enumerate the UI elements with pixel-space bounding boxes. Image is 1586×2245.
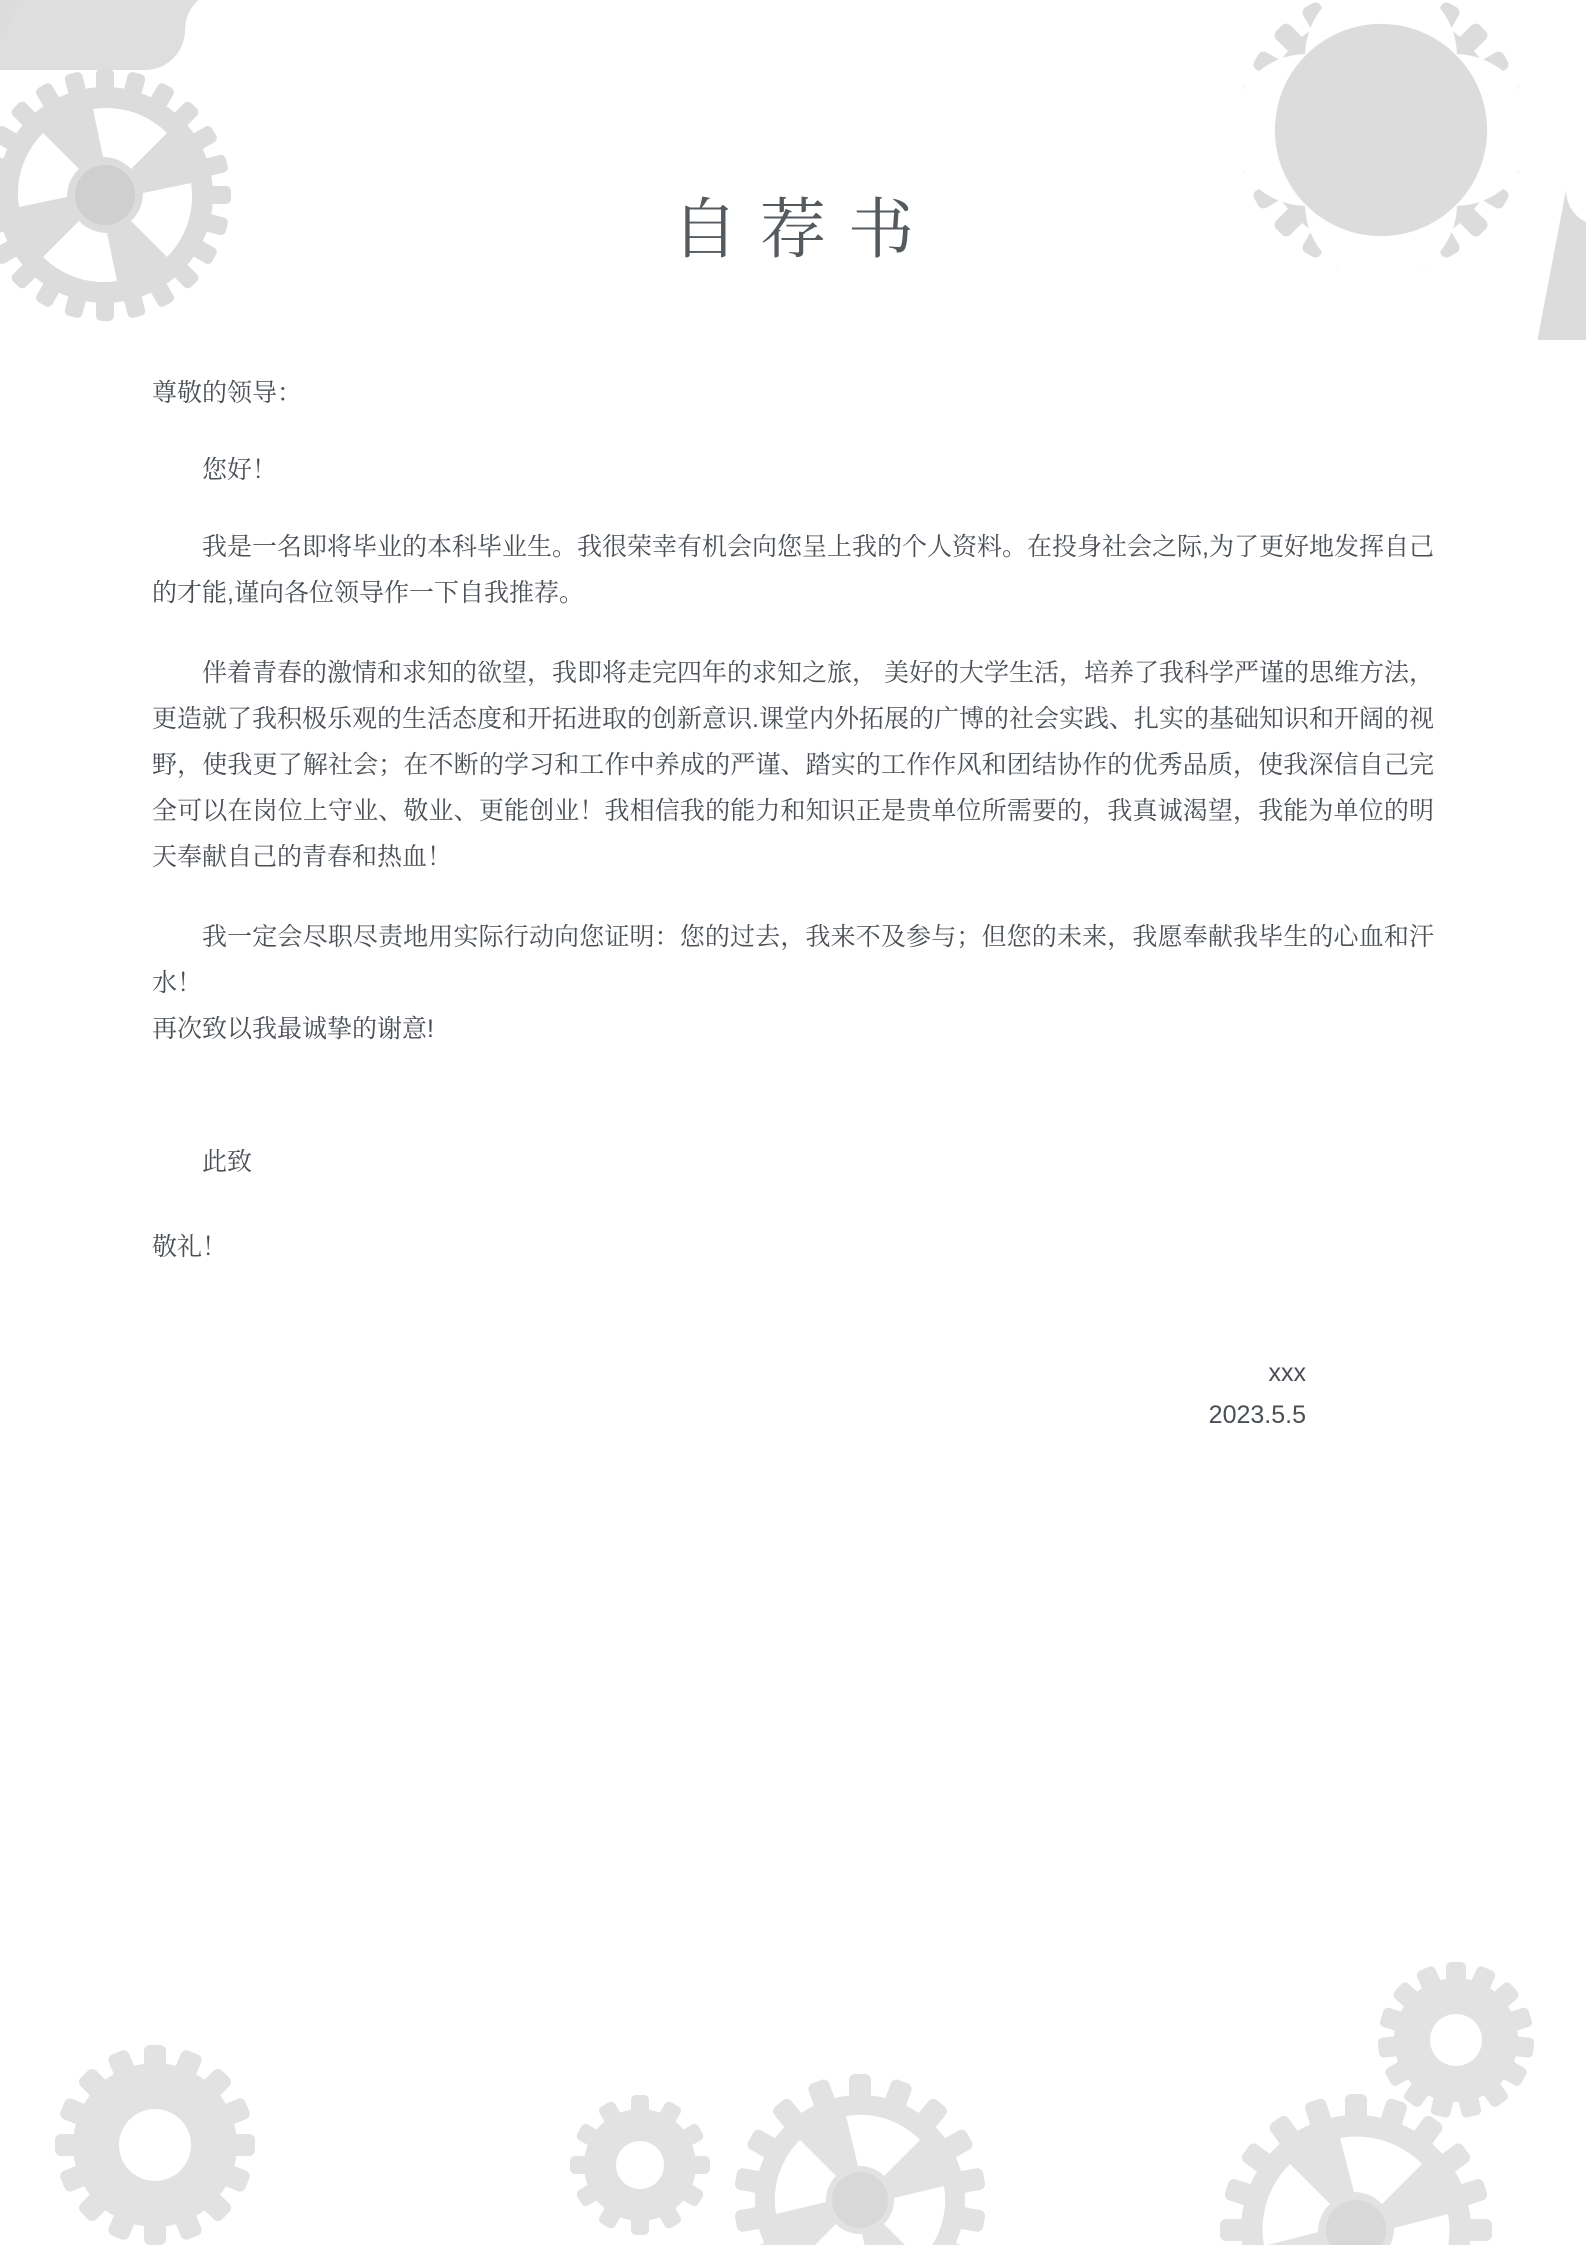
- closing-jingli: 敬礼！: [152, 1233, 228, 1262]
- gear-cluster-bottom-left: [20, 2000, 350, 2245]
- gear-cluster-bottom-center: [560, 1995, 1040, 2245]
- signature-date: 2023.5.5: [1208, 1401, 1306, 1430]
- body-paragraph-1: 我是一名即将毕业的本科毕业生。我很荣幸有机会向您呈上我的个人资料。在投身社会之际,为了更好地发挥自己的才能,谨向各位领导作一下自我推荐。: [152, 532, 1434, 607]
- gear-cluster-bottom-right: [1146, 1940, 1566, 2245]
- signature-name: xxx: [1268, 1358, 1306, 1387]
- body-paragraph-3: 我一定会尽职尽责地用实际行动向您证明：您的过去，我来不及参与；但您的未来，我愿奉献我毕生的心血和汗水！: [152, 922, 1434, 997]
- closing-cizhi: 此致: [202, 1147, 253, 1176]
- page-title: 自荐书: [672, 194, 936, 267]
- signature-block: [152, 1267, 1434, 1437]
- body-paragraph-2: 伴着青春的激情和求知的欲望，我即将走完四年的求知之旅， 美好的大学生活，培养了我科学严谨的思维方法，更造就了我积极乐观的生活态度和开拓进取的创新意识.课堂内外拓展的广博的社会实践、扎实的基础知识和开阔的视野，使我更了解社会；在不断的学习和工作中养成的严谨、踏实的工作作风和团结协作的优秀品质，使我深信自己完全可以在岗位上守业、敬业、更能创业！我相信我的能力和知识正是贵单位所需要的，我真诚渴望，我能为单位的明天奉献自己的青春和热血！: [152, 658, 1434, 871]
- greeting: 您好！: [202, 456, 278, 485]
- thanks-line: 再次致以我最诚挚的谢意!: [152, 1014, 434, 1043]
- salutation: 尊敬的领导：: [152, 378, 303, 407]
